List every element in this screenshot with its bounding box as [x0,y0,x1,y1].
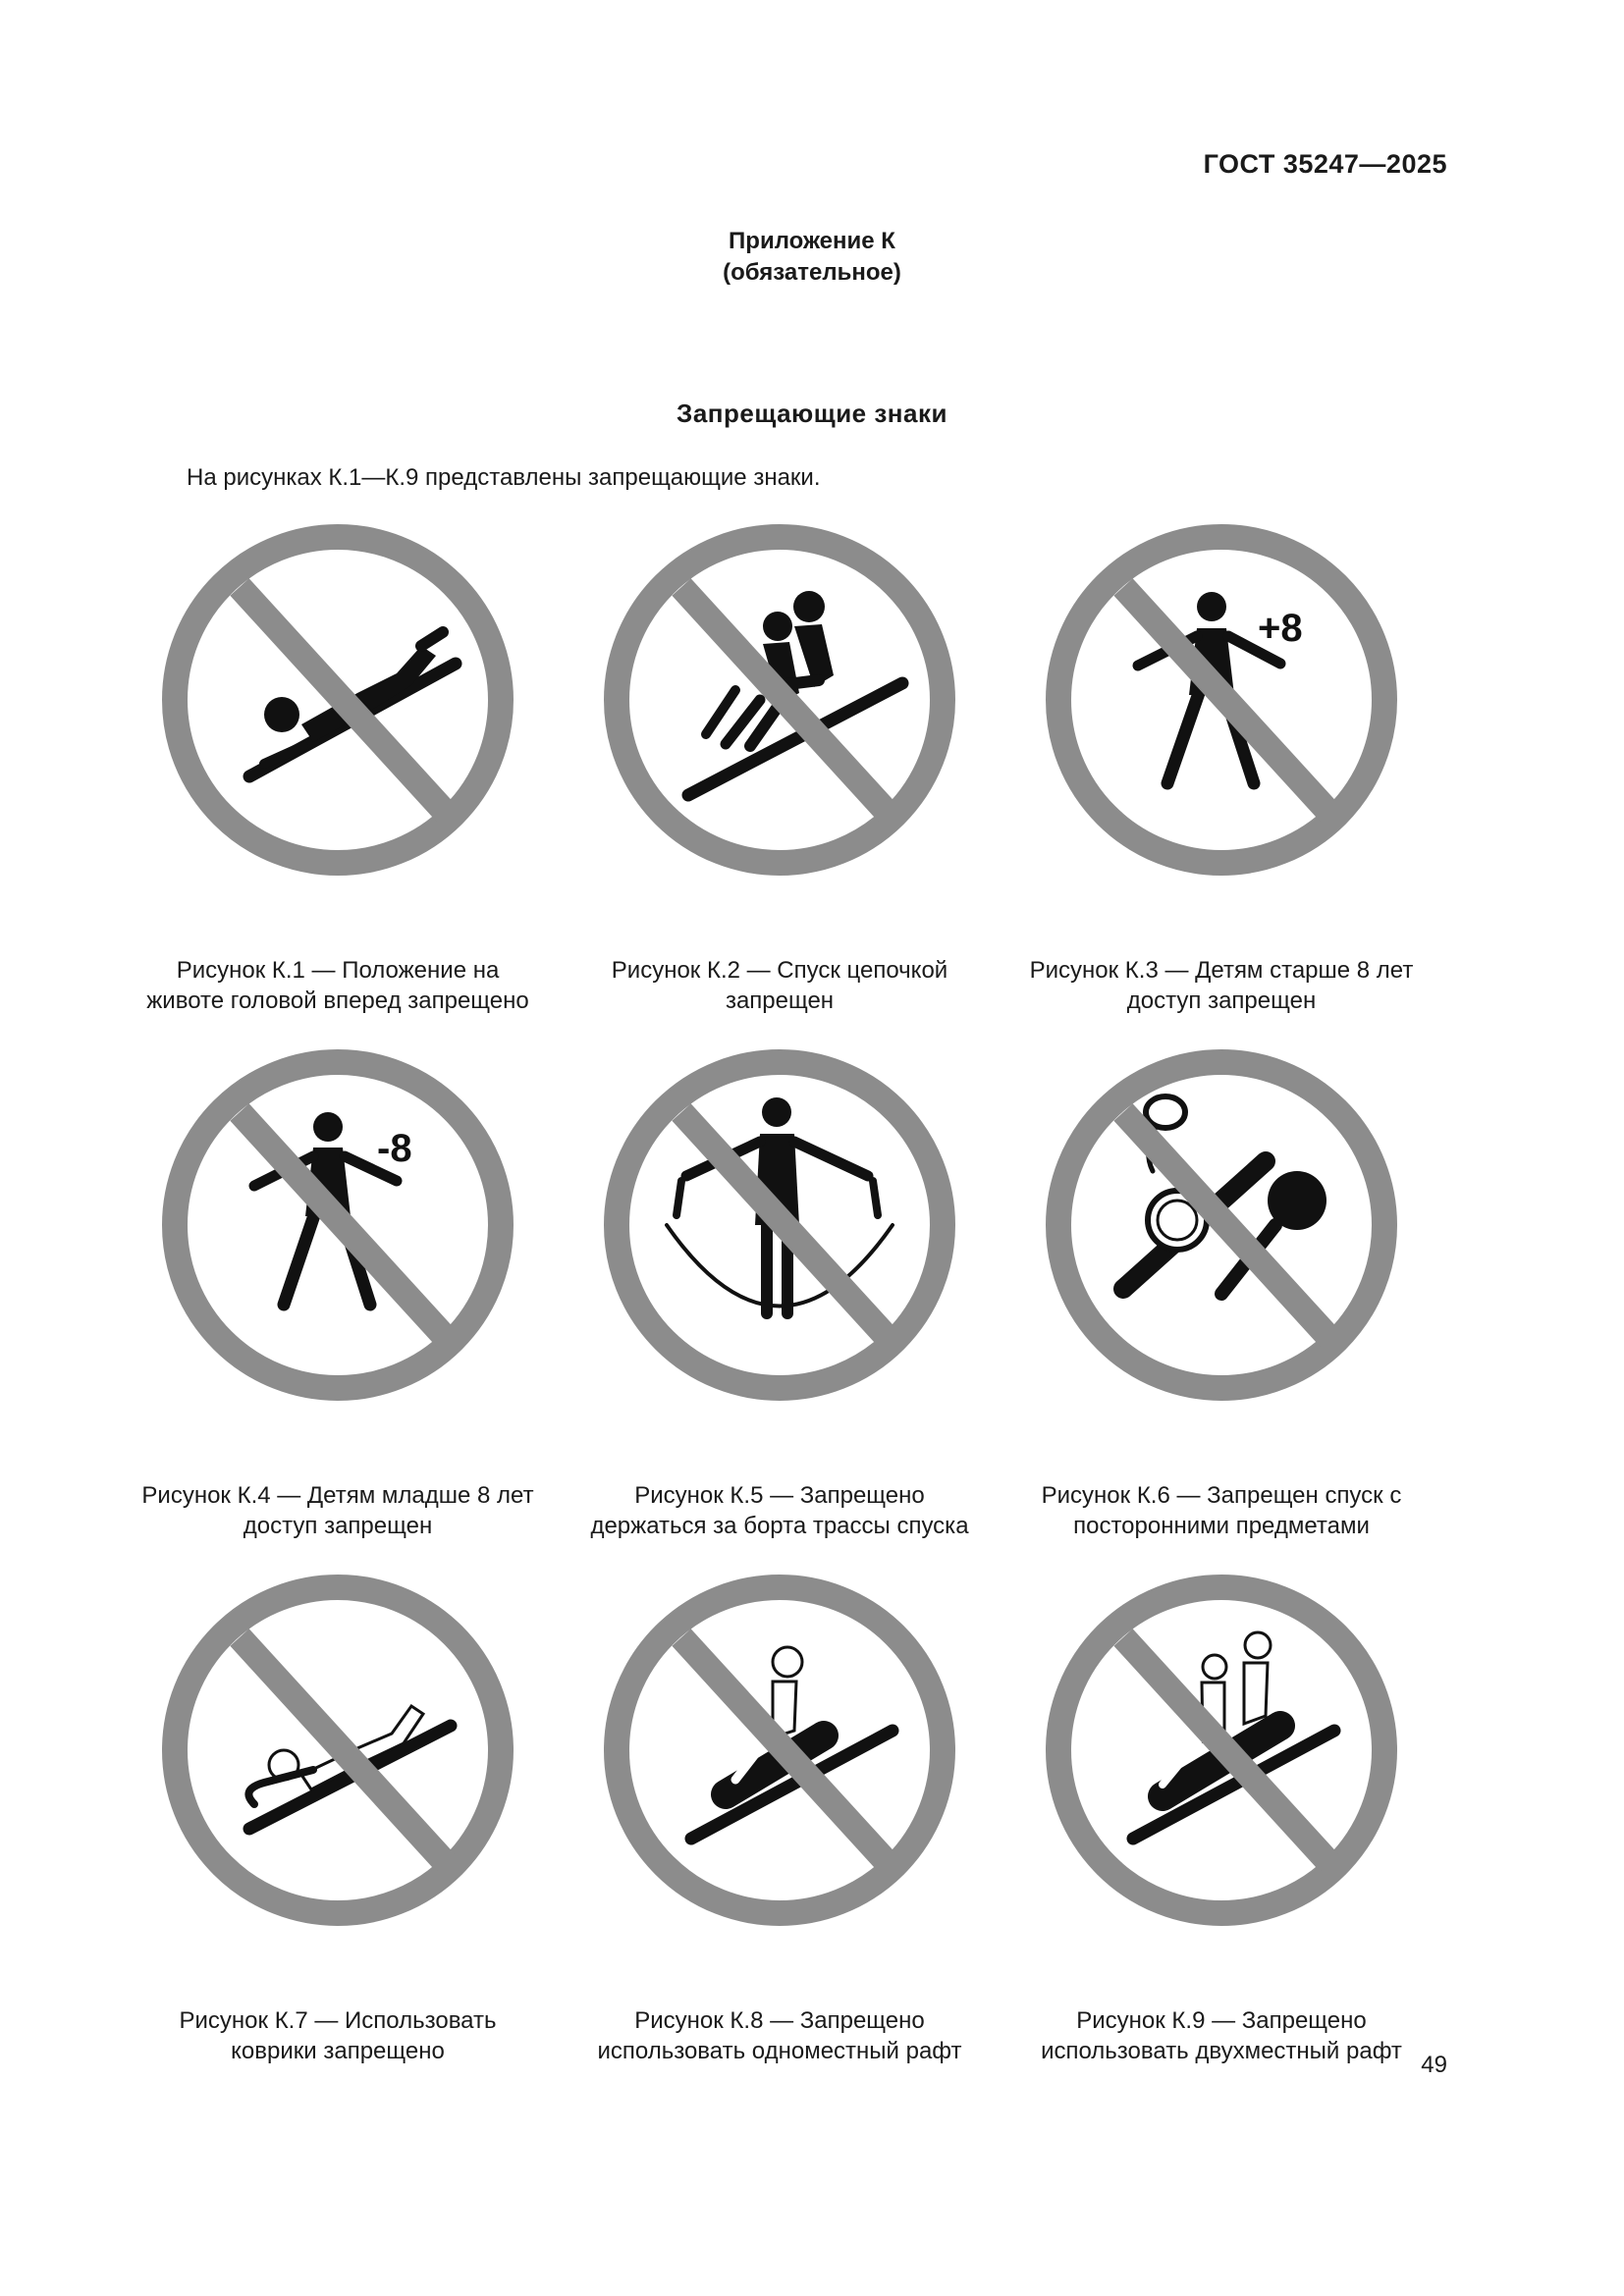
caption-line: запрещен [725,988,835,1014]
child-under-8-icon [156,1043,519,1407]
headfirst-prone-slide-icon [156,518,519,881]
caption-line: Рисунок К.8 — Запрещено [634,2007,925,2034]
foreign-objects-icon [1040,1043,1403,1407]
caption-line: использовать двухместный рафт [1041,2038,1402,2064]
figure-k7 [112,1569,564,2066]
figure-caption [996,1480,1447,1541]
figure-k4 [112,1043,564,1541]
figure-caption [996,2005,1447,2066]
figure-k8 [554,1569,1005,2066]
caption-line: Рисунок К.6 — Запрещен спуск с [1041,1482,1402,1509]
child-over-8-icon [1040,518,1403,881]
mat-slide-icon [156,1569,519,1932]
caption-line: использовать одноместный рафт [597,2038,962,2064]
figure-caption [112,2005,564,2066]
figure-k2 [554,518,1005,1016]
caption-line: животе головой вперед запрещено [146,988,529,1014]
caption-line: Рисунок К.1 — Положение на [176,957,500,984]
age-label: +8 [1258,607,1303,650]
caption-line: держаться за борта трассы спуска [590,1513,969,1539]
annex-status: (обязательное) [723,259,901,286]
figure-k5 [554,1043,1005,1541]
annex-heading [0,226,1624,289]
figure-caption [554,955,1005,1016]
caption-line: Рисунок К.9 — Запрещено [1076,2007,1367,2034]
figure-caption [554,2005,1005,2066]
caption-line: Рисунок К.3 — Детям старше 8 лет [1029,957,1414,984]
intro-paragraph: На рисунках К.1—К.9 представлены запрещающие знаки. [187,464,821,491]
caption-line: доступ запрещен [1126,988,1317,1014]
caption-line: Рисунок К.2 — Спуск цепочкой [611,957,948,984]
figure-k1 [112,518,564,1016]
caption-line: доступ запрещен [243,1513,433,1539]
caption-line: Рисунок К.4 — Детям младше 8 лет [141,1482,534,1509]
figure-k3 [996,518,1447,1016]
holding-sides-icon [598,1043,961,1407]
figure-k6 [996,1043,1447,1541]
caption-line: коврики запрещено [231,2038,445,2064]
page-number: 49 [1421,2052,1447,2078]
figure-caption [112,1480,564,1541]
annex-title: Приложение К [729,228,895,254]
caption-line: Рисунок К.7 — Использовать [179,2007,497,2034]
figure-caption [554,1480,1005,1541]
caption-line: посторонними предметами [1073,1513,1370,1539]
chain-descent-icon [598,518,961,881]
double-raft-icon [1040,1569,1403,1932]
figure-k9 [996,1569,1447,2066]
single-raft-icon [598,1569,961,1932]
caption-line: Рисунок К.5 — Запрещено [634,1482,925,1509]
figure-caption [112,955,564,1016]
standard-code: ГОСТ 35247—2025 [1203,149,1447,179]
section-title: Запрещающие знаки [677,399,947,428]
figure-caption [996,955,1447,1016]
age-label: -8 [377,1127,412,1170]
